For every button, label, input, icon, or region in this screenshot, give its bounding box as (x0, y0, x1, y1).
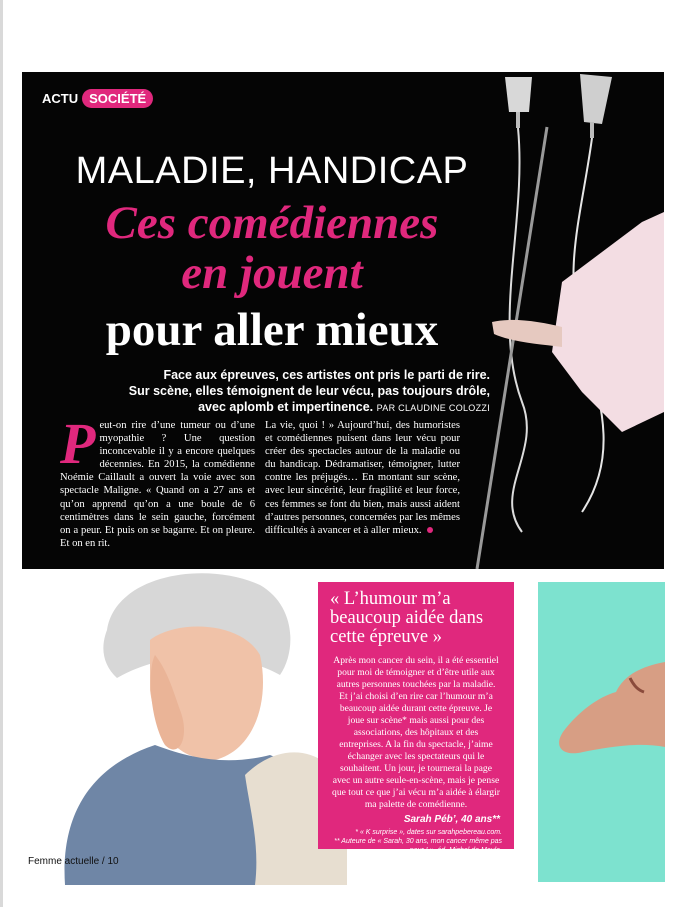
standfirst-line-2: Sur scène, elles témoignent de leur vécu, pas toujours drôle, (128, 384, 490, 398)
standfirst (50, 367, 490, 416)
bullet-dot-icon (427, 527, 433, 533)
arm-illustration (538, 582, 665, 882)
section-label: ACTU (42, 90, 79, 106)
standfirst-line-1: Face aux épreuves, ces artistes ont pris le parti de rire. (163, 368, 490, 382)
body-column-2 (265, 419, 460, 537)
footnote-2: ** Auteure de « Sarah, 30 ans, mon cancer même pas peur ! », éd. Michel de Maule. (334, 838, 502, 854)
right-photo (538, 582, 665, 882)
title-kicker: MALADIE, HANDICAP (75, 150, 469, 192)
byline: PAR CLAUDINE COLOZZI (376, 403, 490, 413)
section-pill: SOCIÉTÉ (82, 89, 153, 108)
dropcap: P (60, 411, 96, 476)
portrait-photo (55, 560, 350, 885)
body-column-1 (60, 411, 255, 550)
quote-headline: « L’humour m’a beaucoup aidée dans cette épreuve » (330, 589, 484, 647)
quote-signature: Sarah Péb’, 40 ans** (403, 814, 500, 825)
title-line-3: pour aller mieux (105, 304, 439, 356)
page-gutter (0, 0, 3, 907)
title-line-2: en jouent (181, 247, 363, 299)
quote-box (318, 582, 514, 854)
page-folio: Femme actuelle / 10 (28, 856, 119, 867)
body-text-1: eut-on rire d’une tumeur ou d’une myopathie ? Une question inconcevable il y a encore quelques décennies. En 2015, la comédienne Noémie Caillault a ouvert la voie avec son spectacle Maligne. « Quand on a 27 ans et qu’on apprend qu’on a une boule de 6 centimètres dans le sein gauche, forcément on a peur. Et puis on se bagarre. Et on pleure. Et on en rit. (60, 420, 255, 549)
footnote-1: * « K surprise », dates sur sarahpebereau.com. (355, 829, 502, 836)
body-text-2: La vie, quoi ! » Aujourd’hui, des humoristes et comédiennes puisent dans leur vécu pour créer des spectacles autour de la maladie ou du handicap. Dédramatiser, témoigner, lutter contre les préjugés… En montant sur scène, avec leur sincérité, leur fragilité et leur force, ces femmes se font du bien, mais aussi aident d’autres personnes, concernées par les mêmes difficultés à avancer et à aller mieux. (265, 420, 460, 536)
quote-text: Après mon cancer du sein, il a été essentiel pour moi de témoigner et d’être utile aux autres personnes touchées par la maladie. Et j’ai choisi d’en rire car l’humour m’a beaucoup aidée durant cette épreuve. Je joue sur scène* mais aussi pour des associations, des hôpitaux et des entreprises. A la fin du spectacle, j’aime échanger avec les spectateurs qui le souhaitent. Un jour, je tournerai la page avec un autre seule-en-scène, mais je pense que tout ce que j’ai vécu m’a aidée à élargir ma palette de comédienne. (332, 655, 500, 810)
portrait-illustration (55, 560, 350, 885)
standfirst-line-3: avec aplomb et impertinence. (198, 400, 374, 414)
section-tag (42, 86, 153, 110)
title-line-1: Ces comédiennes (105, 197, 439, 249)
